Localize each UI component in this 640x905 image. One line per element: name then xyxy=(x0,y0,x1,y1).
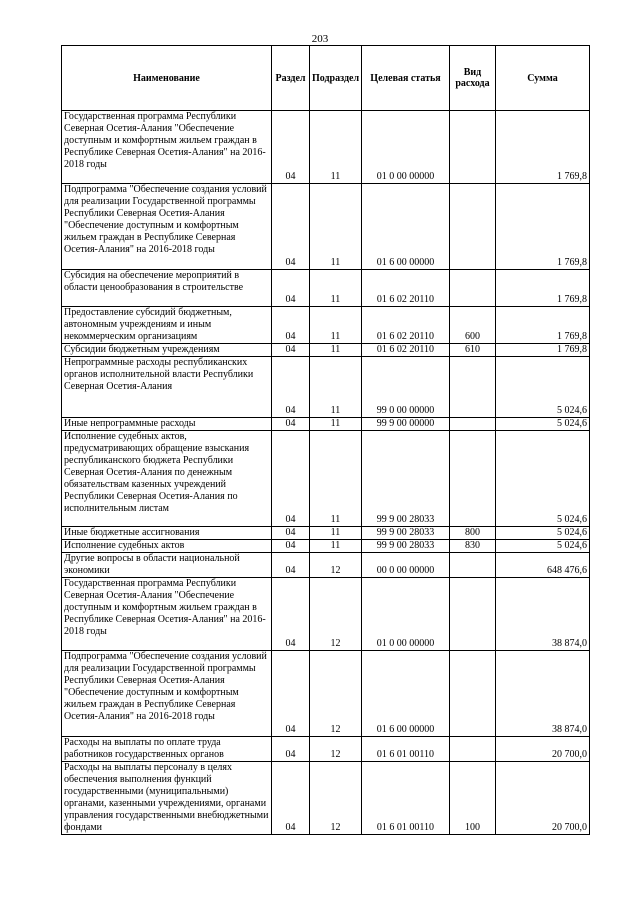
table-row xyxy=(62,553,590,578)
table-row xyxy=(62,307,590,344)
cell-razdel: 04 xyxy=(272,527,310,540)
table-row xyxy=(62,762,590,835)
cell-vid xyxy=(450,418,496,431)
cell-statya: 01 6 01 00110 xyxy=(362,737,450,762)
table-row xyxy=(62,270,590,307)
cell-name: Государственная программа Республики Северная Осетия-Алания "Обеспечение доступным и комфортным жильем граждан в Республике Северная Осетия-Алания" на 2016-2018 годы xyxy=(62,578,272,651)
cell-summa: 5 024,6 xyxy=(496,527,590,540)
cell-razdel: 04 xyxy=(272,553,310,578)
table-row xyxy=(62,357,590,418)
cell-statya: 00 0 00 00000 xyxy=(362,553,450,578)
cell-razdel: 04 xyxy=(272,762,310,835)
cell-vid xyxy=(450,357,496,418)
cell-razdel: 04 xyxy=(272,737,310,762)
cell-summa: 1 769,8 xyxy=(496,344,590,357)
table-row xyxy=(62,418,590,431)
cell-name: Государственная программа Республики Северная Осетия-Алания "Обеспечение доступным и комфортным жильем граждан в Республике Северная Осетия-Алания" на 2016-2018 годы xyxy=(62,111,272,184)
cell-vid: 610 xyxy=(450,344,496,357)
cell-summa: 1 769,8 xyxy=(496,111,590,184)
table-row xyxy=(62,111,590,184)
cell-name: Непрограммные расходы республиканских органов исполнительной власти Республики Северная Осетия-Алания xyxy=(62,357,272,418)
cell-podrazdel: 12 xyxy=(310,553,362,578)
table-row xyxy=(62,431,590,527)
cell-podrazdel: 12 xyxy=(310,762,362,835)
table-header-row xyxy=(62,46,590,111)
cell-razdel: 04 xyxy=(272,184,310,270)
cell-statya: 01 6 01 00110 xyxy=(362,762,450,835)
cell-vid xyxy=(450,270,496,307)
budget-table xyxy=(61,45,590,835)
cell-razdel: 04 xyxy=(272,651,310,737)
cell-statya: 01 0 00 00000 xyxy=(362,578,450,651)
cell-podrazdel: 11 xyxy=(310,527,362,540)
cell-name: Расходы на выплаты по оплате труда работников государственных органов xyxy=(62,737,272,762)
cell-podrazdel: 11 xyxy=(310,184,362,270)
cell-podrazdel: 11 xyxy=(310,270,362,307)
cell-statya: 01 6 02 20110 xyxy=(362,344,450,357)
cell-vid: 800 xyxy=(450,527,496,540)
header-statya: Целевая статья xyxy=(362,46,450,111)
cell-statya: 99 0 00 00000 xyxy=(362,357,450,418)
cell-vid xyxy=(450,184,496,270)
table-row xyxy=(62,651,590,737)
cell-summa: 1 769,8 xyxy=(496,270,590,307)
cell-summa: 5 024,6 xyxy=(496,540,590,553)
cell-statya: 01 6 02 20110 xyxy=(362,307,450,344)
cell-vid xyxy=(450,111,496,184)
cell-summa: 5 024,6 xyxy=(496,418,590,431)
header-razdel: Раздел xyxy=(272,46,310,111)
table-row xyxy=(62,184,590,270)
cell-statya: 99 9 00 00000 xyxy=(362,418,450,431)
cell-name: Подпрограмма "Обеспечение создания условий для реализации Государственной программы Республики Северная Осетия-Алания "Обеспечение доступным и комфортным жильем граждан в Республике Северная Осетия-Алания" на 2016-2018 годы xyxy=(62,651,272,737)
table-row xyxy=(62,344,590,357)
cell-summa: 1 769,8 xyxy=(496,307,590,344)
cell-razdel: 04 xyxy=(272,270,310,307)
cell-razdel: 04 xyxy=(272,578,310,651)
cell-podrazdel: 12 xyxy=(310,737,362,762)
cell-summa: 648 476,6 xyxy=(496,553,590,578)
cell-vid xyxy=(450,431,496,527)
header-podrazdel: Подраздел xyxy=(310,46,362,111)
cell-summa: 5 024,6 xyxy=(496,431,590,527)
cell-summa: 5 024,6 xyxy=(496,357,590,418)
page-number: 203 xyxy=(311,33,329,45)
cell-podrazdel: 11 xyxy=(310,418,362,431)
cell-name: Иные бюджетные ассигнования xyxy=(62,527,272,540)
cell-vid xyxy=(450,553,496,578)
cell-statya: 01 6 02 20110 xyxy=(362,270,450,307)
header-vid: Вид расхода xyxy=(450,46,496,111)
cell-razdel: 04 xyxy=(272,431,310,527)
cell-razdel: 04 xyxy=(272,418,310,431)
header-name: Наименование xyxy=(62,46,272,111)
cell-vid xyxy=(450,578,496,651)
cell-name: Иные непрограммные расходы xyxy=(62,418,272,431)
cell-name: Подпрограмма "Обеспечение создания условий для реализации Государственной программы Республики Северная Осетия-Алания "Обеспечение доступным и комфортным жильем граждан в Республике Северная Осетия-Алания" на 2016-2018 годы xyxy=(62,184,272,270)
cell-statya: 99 9 00 28033 xyxy=(362,431,450,527)
cell-podrazdel: 12 xyxy=(310,651,362,737)
cell-summa: 20 700,0 xyxy=(496,762,590,835)
cell-podrazdel: 11 xyxy=(310,307,362,344)
cell-razdel: 04 xyxy=(272,111,310,184)
cell-summa: 38 874,0 xyxy=(496,651,590,737)
cell-statya: 01 6 00 00000 xyxy=(362,184,450,270)
cell-razdel: 04 xyxy=(272,307,310,344)
cell-podrazdel: 12 xyxy=(310,578,362,651)
table-row xyxy=(62,737,590,762)
cell-podrazdel: 11 xyxy=(310,344,362,357)
cell-vid: 100 xyxy=(450,762,496,835)
cell-podrazdel: 11 xyxy=(310,431,362,527)
cell-name: Расходы на выплаты персоналу в целях обеспечения выполнения функций государственными (муниципальными) органами, казенными учреждениями, органами управления государственными внебюджетными фондами xyxy=(62,762,272,835)
cell-razdel: 04 xyxy=(272,357,310,418)
cell-name: Исполнение судебных актов, предусматривающих обращение взыскания республиканского бюджета Республики Северная Осетия-Алания по денежным обязательствам казенных учреждений Республики Северная Осетия-Алания по исполнительным листам xyxy=(62,431,272,527)
table-row xyxy=(62,540,590,553)
cell-podrazdel: 11 xyxy=(310,357,362,418)
cell-razdel: 04 xyxy=(272,540,310,553)
cell-statya: 01 6 00 00000 xyxy=(362,651,450,737)
cell-summa: 20 700,0 xyxy=(496,737,590,762)
cell-podrazdel: 11 xyxy=(310,540,362,553)
cell-vid xyxy=(450,651,496,737)
cell-statya: 99 9 00 28033 xyxy=(362,527,450,540)
cell-vid xyxy=(450,737,496,762)
cell-name: Субсидии бюджетным учреждениям xyxy=(62,344,272,357)
cell-vid: 830 xyxy=(450,540,496,553)
cell-name: Субсидия на обеспечение мероприятий в области ценообразования в строительстве xyxy=(62,270,272,307)
cell-name: Предоставление субсидий бюджетным, автономным учреждениям и иным некоммерческим организациям xyxy=(62,307,272,344)
header-summa: Сумма xyxy=(496,46,590,111)
cell-name: Другие вопросы в области национальной экономики xyxy=(62,553,272,578)
cell-summa: 1 769,8 xyxy=(496,184,590,270)
cell-summa: 38 874,0 xyxy=(496,578,590,651)
cell-name: Исполнение судебных актов xyxy=(62,540,272,553)
table-row xyxy=(62,578,590,651)
cell-statya: 01 0 00 00000 xyxy=(362,111,450,184)
cell-podrazdel: 11 xyxy=(310,111,362,184)
table-row xyxy=(62,527,590,540)
cell-razdel: 04 xyxy=(272,344,310,357)
cell-statya: 99 9 00 28033 xyxy=(362,540,450,553)
cell-vid: 600 xyxy=(450,307,496,344)
